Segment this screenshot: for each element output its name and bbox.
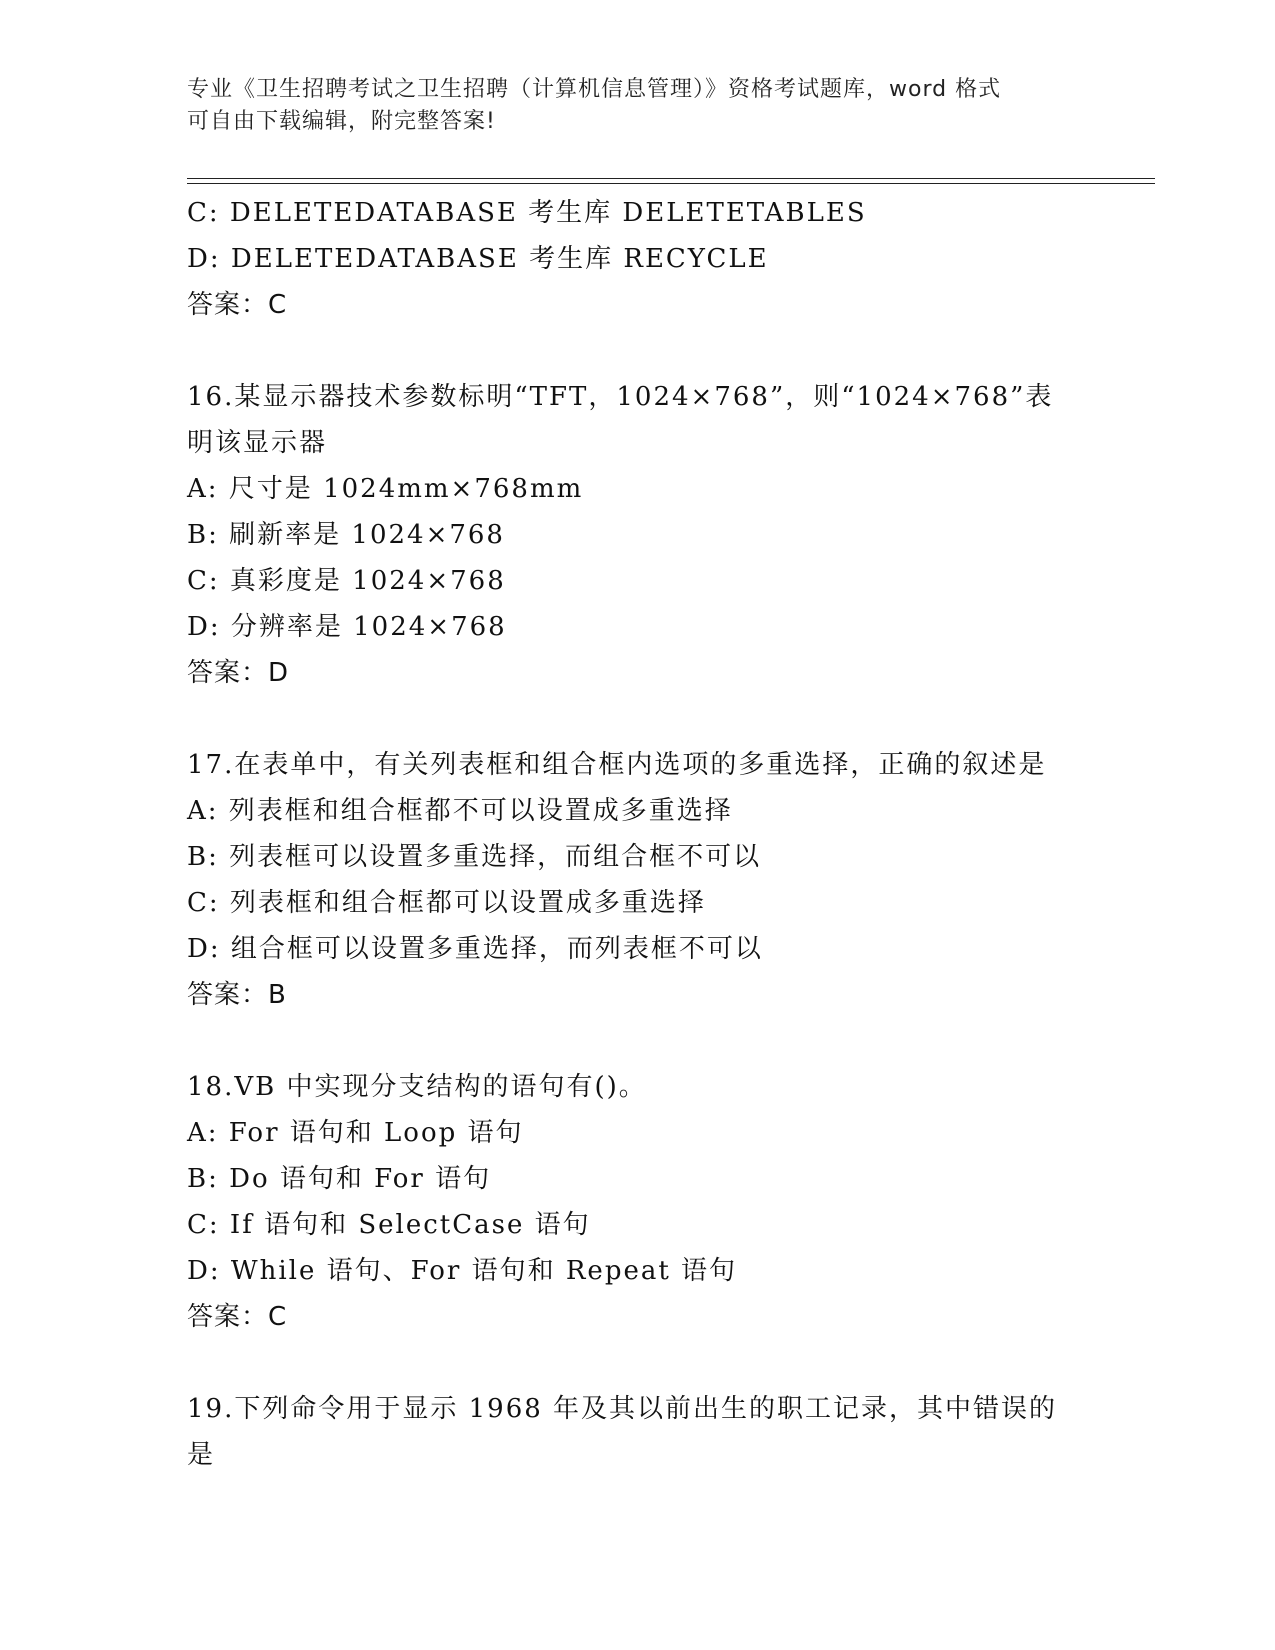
- spacer: [187, 1018, 1087, 1064]
- answer: 答案：C: [187, 1302, 288, 1332]
- spacer: [187, 1340, 1087, 1386]
- question-block-18: [187, 1064, 1087, 1340]
- option-b: B: 刷新率是 1024×768: [187, 520, 505, 550]
- option-a: A: 尺寸是 1024mm×768mm: [187, 474, 584, 504]
- answer: 答案：D: [187, 658, 290, 688]
- question-block-19: [187, 1386, 1087, 1478]
- question-text-continued: 是: [187, 1440, 216, 1470]
- option-a: A: 列表框和组合框都不可以设置成多重选择: [187, 796, 733, 826]
- question-text: 16.某显示器技术参数标明“TFT，1024×768”，则“1024×768”表: [187, 382, 1054, 412]
- option-b: B: Do 语句和 For 语句: [187, 1164, 492, 1194]
- header-title-line-1: 专业《卫生招聘考试之卫生招聘（计算机信息管理）》资格考试题库，word 格式: [187, 77, 1002, 102]
- option-d: D: DELETEDATABASE 考生库 RECYCLE: [187, 244, 769, 274]
- option-d: D: While 语句、For 语句和 Repeat 语句: [187, 1256, 738, 1286]
- question-text: 17.在表单中，有关列表框和组合框内选项的多重选择，正确的叙述是: [187, 750, 1047, 780]
- spacer: [187, 696, 1087, 742]
- question-block-16: [187, 374, 1087, 696]
- option-c: C: If 语句和 SelectCase 语句: [187, 1210, 591, 1240]
- answer: 答案：B: [187, 980, 287, 1010]
- question-text-continued: 明该显示器: [187, 428, 328, 458]
- option-b: B: 列表框可以设置多重选择，而组合框不可以: [187, 842, 762, 872]
- option-c: C: 列表框和组合框都可以设置成多重选择: [187, 888, 706, 918]
- option-c: C: DELETEDATABASE 考生库 DELETETABLES: [187, 198, 867, 228]
- question-block-15: [187, 190, 1087, 328]
- question-text: 19.下列命令用于显示 1968 年及其以前出生的职工记录，其中错误的: [187, 1394, 1058, 1424]
- header-title-line-2: 可自由下载编辑，附完整答案!: [187, 109, 496, 134]
- option-d: D: 组合框可以设置多重选择，而列表框不可以: [187, 934, 763, 964]
- question-list: [187, 190, 1087, 1478]
- spacer: [187, 328, 1087, 374]
- question-text: 18.VB 中实现分支结构的语句有()。: [187, 1072, 647, 1102]
- header-divider-bottom: [187, 183, 1155, 184]
- page-header: [187, 74, 1067, 138]
- header-divider-top: [187, 178, 1155, 179]
- answer: 答案：C: [187, 290, 288, 320]
- option-a: A: For 语句和 Loop 语句: [187, 1118, 524, 1148]
- question-block-17: [187, 742, 1087, 1018]
- option-c: C: 真彩度是 1024×768: [187, 566, 506, 596]
- option-d: D: 分辨率是 1024×768: [187, 612, 507, 642]
